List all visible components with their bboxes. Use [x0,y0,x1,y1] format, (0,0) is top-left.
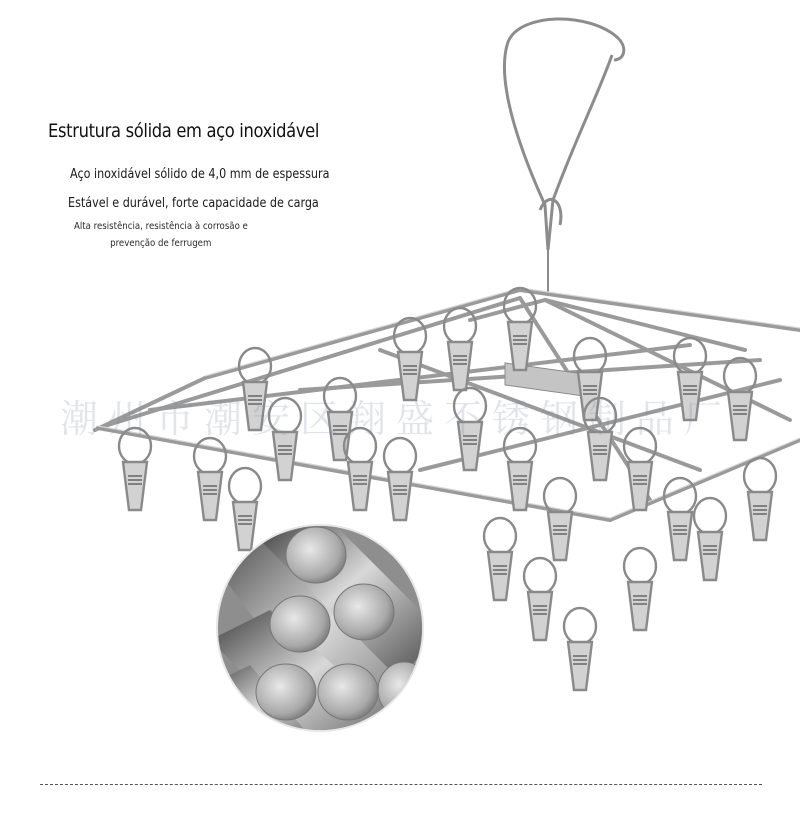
feature-durability: Estável e durável, forte capacidade de carga [68,196,319,211]
watermark: 潮州市潮安区翔盛不锈钢制品厂 [60,397,733,441]
feature-resistance [74,218,255,252]
steel-rod-icon [200,520,460,760]
feature-thickness: Aço inoxidável sólido de 4,0 mm de espessura [70,167,330,182]
feature-resistance-line1: Alta resistência, resistência à corrosão e [74,221,248,232]
dashed-divider [40,784,762,785]
feature-resistance-line2: prevenção de ferrugem [110,238,212,249]
page-title: Estrutura sólida em aço inoxidável [48,120,320,142]
hanger-hook-icon [504,19,623,292]
